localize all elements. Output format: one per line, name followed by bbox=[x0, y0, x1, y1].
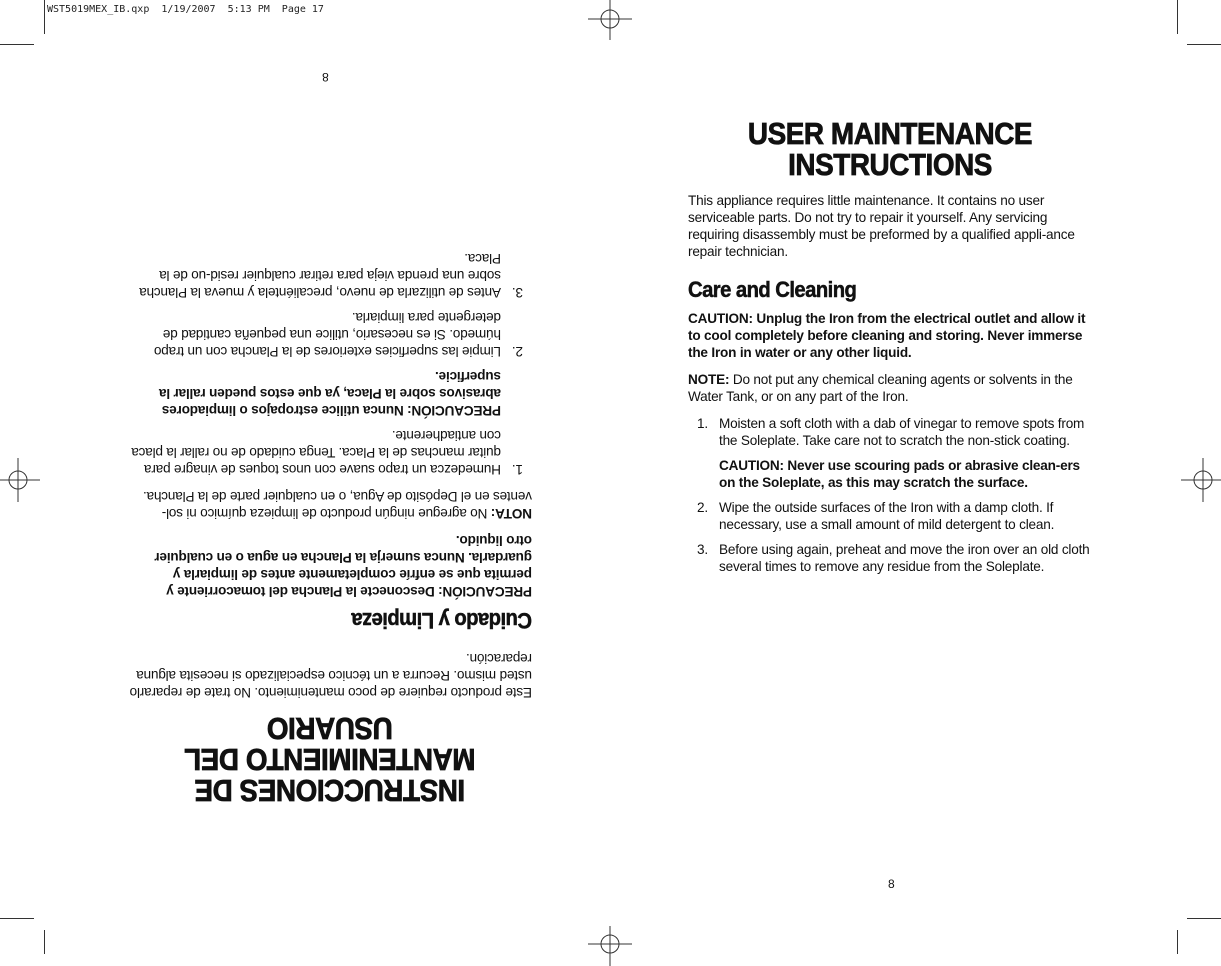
spanish-title bbox=[148, 713, 512, 806]
step-text: Moisten a soft cloth with a dab of vinegar to remove spots from the Soleplate. Take care not to scratch the non-stick coating. bbox=[719, 416, 1085, 448]
spanish-note-text: No agregue ningún producto de limpieza químico ni sol-ventes en el Depósito de Agua, o en cualquier parte de la Plancha. bbox=[143, 489, 532, 521]
step-caution: PRECAUCIÓN: Nunca utilice estropajos o limpiadores abrasivos sobre la Placa, ya que estos pueden rallar la superficie. bbox=[159, 369, 501, 418]
step-number: 2. bbox=[697, 500, 708, 515]
spanish-note-paragraph bbox=[128, 488, 532, 522]
english-note-label: NOTE: bbox=[688, 372, 730, 387]
spanish-title-line: MANTENIMIENTO DEL bbox=[184, 742, 476, 777]
crop-mark-top-left-v bbox=[44, 0, 45, 34]
step-text: Wipe the outside surfaces of the Iron with a damp cloth. If necessary, use a small amount of mild detergent to clean. bbox=[719, 500, 1055, 532]
english-title bbox=[708, 118, 1072, 180]
step-number: 1. bbox=[512, 462, 523, 477]
step-text: Before using again, preheat and move the iron over an old cloth several times to remove any residue from the Soleplate. bbox=[719, 542, 1090, 574]
step-number: 1. bbox=[697, 416, 708, 431]
english-intro-paragraph: This appliance requires little maintenance. It contains no user serviceable parts. Do not try to repair it yourself. Any servicing requiring disassembly must be preformed by a qualified appli-ance repair technician. bbox=[688, 193, 1075, 259]
crop-mark-bottom-left-v bbox=[44, 930, 45, 954]
spanish-title-line: INSTRUCCIONES DE bbox=[194, 773, 466, 808]
step-text: Antes de utilizarla de nuevo, precaliéntela y mueva la Plancha sobre una prenda vieja para retirar cualquier resid-uo de la Placa. bbox=[139, 251, 501, 300]
english-section-heading: Care and Cleaning bbox=[688, 277, 857, 302]
crop-mark-bottom-right-h bbox=[1187, 918, 1221, 919]
registration-mark-bottom-icon bbox=[588, 922, 632, 966]
registration-mark-left-icon bbox=[0, 458, 44, 502]
list-item bbox=[688, 541, 1092, 575]
page-number-spanish: 8 bbox=[322, 70, 329, 84]
spanish-caution-paragraph: PRECAUCIÓN: Desconecte la Plancha del tomacorriente y permita que se enfríe completamente antes de limpiarla y guardarla. Nunca sumerja la Plancha en agua o en cualquier otro liquido. bbox=[154, 533, 532, 599]
list-item bbox=[128, 309, 532, 360]
step-text: Limpie las superficies exteriores de la Plancha con un trapo húmedo. Si es necesario, utilice una pequeña cantidad de detergente para limpiarla. bbox=[154, 310, 501, 359]
registration-mark-right-icon bbox=[1177, 458, 1221, 502]
spanish-intro-paragraph: Este producto requiere de poco mantenimiento. No trate de repararlo usted mismo. Recurra a un técnico especializado si necesita alguna reparación. bbox=[129, 651, 532, 700]
spanish-title-line: USUARIO bbox=[267, 711, 393, 746]
spanish-section-heading: Cuidado y Limpieza bbox=[351, 608, 532, 633]
spanish-steps-list bbox=[128, 250, 532, 478]
english-note-text: Do not put any chemical cleaning agents or solvents in the Water Tank, or on any part of the Iron. bbox=[688, 372, 1073, 404]
page-number-english: 8 bbox=[888, 877, 895, 891]
spanish-note-label: NOTA: bbox=[490, 506, 532, 521]
step-number: 2. bbox=[512, 344, 523, 359]
crop-mark-top-left-h bbox=[0, 44, 34, 45]
english-steps-list bbox=[688, 415, 1092, 575]
english-title-line: USER MAINTENANCE bbox=[747, 116, 1033, 151]
english-note-paragraph bbox=[688, 371, 1092, 405]
crop-mark-bottom-left-h bbox=[0, 918, 34, 919]
registration-mark-top-icon bbox=[588, 0, 632, 44]
step-caution: CAUTION: Never use scouring pads or abrasive clean-ers on the Soleplate, as this may scratch the surface. bbox=[719, 458, 1080, 490]
list-item bbox=[128, 250, 532, 301]
english-page bbox=[688, 118, 1092, 583]
spanish-page bbox=[128, 242, 532, 806]
step-number: 3. bbox=[512, 285, 523, 300]
list-item bbox=[688, 415, 1092, 491]
crop-mark-top-right-h bbox=[1187, 44, 1221, 45]
step-text: Humedezca un trapo suave con unos toques de vinagre para quitar manchas de la Placa. Tenga cuidado de no rallar la placa con antiadherente. bbox=[131, 428, 501, 477]
crop-mark-top-right-v bbox=[1177, 0, 1178, 34]
english-caution-paragraph: CAUTION: Unplug the Iron from the electrical outlet and allow it to cool completely before cleaning and storing. Never immerse the Iron in water or any other liquid. bbox=[688, 311, 1086, 360]
step-number: 3. bbox=[697, 542, 708, 557]
print-slug-line: WST5019MEX_IB.qxp 1/19/2007 5:13 PM Page 17 bbox=[47, 4, 324, 15]
list-item bbox=[688, 499, 1092, 533]
crop-mark-bottom-right-v bbox=[1177, 930, 1178, 954]
list-item bbox=[128, 368, 532, 478]
english-title-line: INSTRUCTIONS bbox=[788, 147, 992, 182]
